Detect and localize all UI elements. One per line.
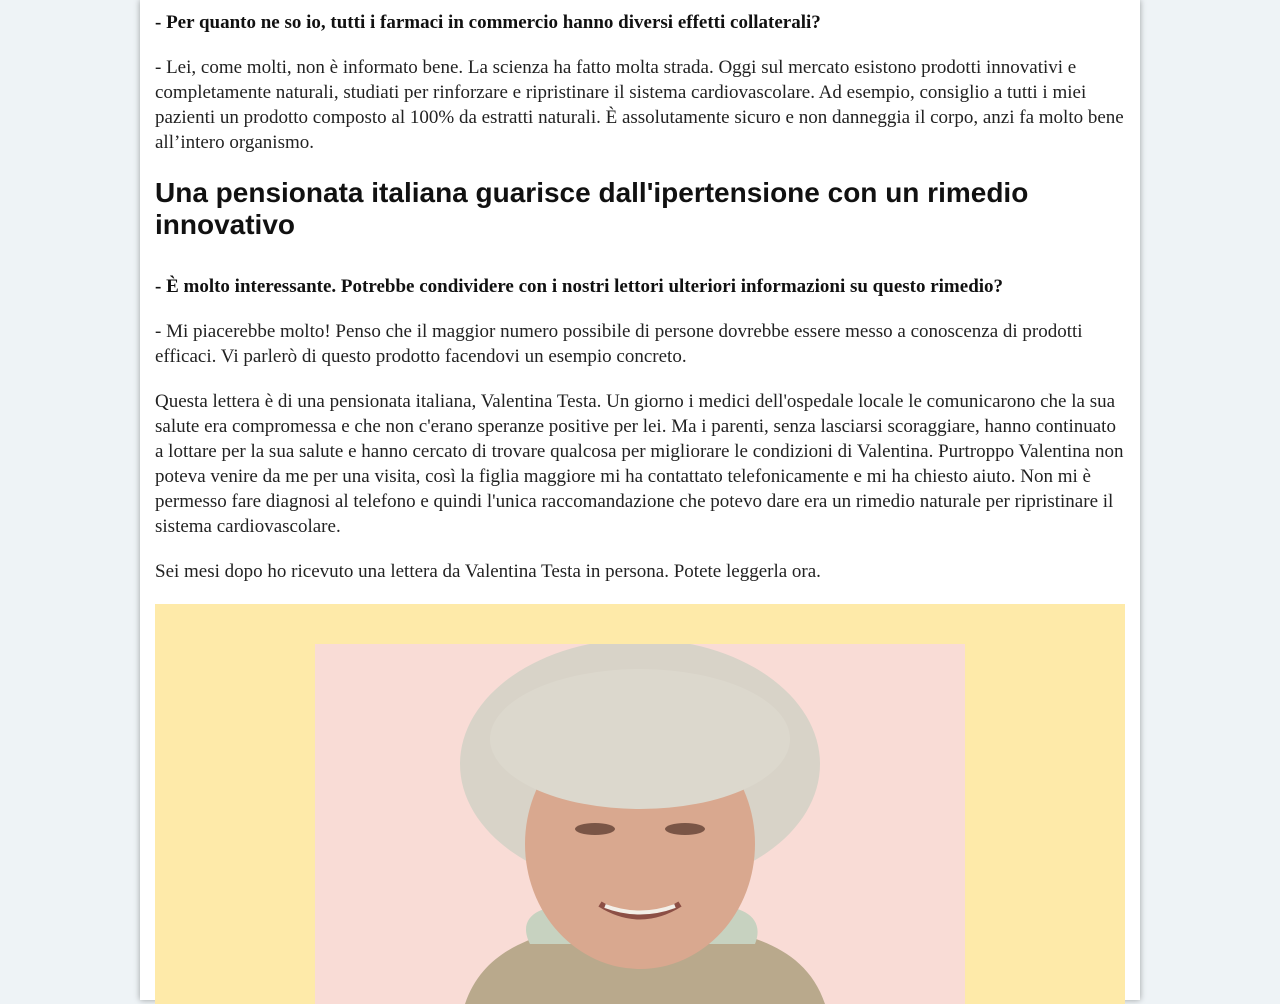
answer-2: - Mi piacerebbe molto! Penso che il maggior numero possibile di persone dovrebbe essere messo a conoscenza di prodotti efficaci. Vi parlerò di questo prodotto facendovi un esempio concreto.	[155, 321, 1083, 367]
article-content	[140, 0, 1140, 1004]
paragraph-letter-intro: Sei mesi dopo ho ricevuto una lettera da Valentina Testa in persona. Potete leggerla ora.	[155, 561, 821, 582]
paragraph-letter-story: Questa lettera è di una pensionata italiana, Valentina Testa. Un giorno i medici dell'ospedale locale le comunicarono che la sua salute era compromessa e che non c'erano speranze positive per lei. Ma i parenti, senza lasciarsi scoraggiare, hanno continuato a lottare per la sua salute e hanno cercato di trovare qualcosa per migliorare le condizioni di Valentina. Purtroppo Valentina non poteva venire da me per una visita, così la figlia maggiore mi ha contattato telefonicamente e mi ha chiesto aiuto. Non mi è permesso fare diagnosi al telefono e quindi l'unica raccomandazione che potevo dare era un rimedio naturale per ripristinare il sistema cardiovascolare.	[155, 391, 1124, 537]
elderly-woman-portrait-image	[315, 644, 965, 1004]
portrait-photo	[315, 644, 965, 1004]
section-heading: Una pensionata italiana guarisce dall'ipertensione con un rimedio innovativo	[155, 177, 1029, 240]
answer-1: - Lei, come molti, non è informato bene. La scienza ha fatto molta strada. Oggi sul mercato esistono prodotti innovativi e completamente naturali, studiati per rinforzare e ripristinare il sistema cardiovascolare. Ad esempio, consiglio a tutti i miei pazienti un prodotto composto al 100% da estratti naturali. È assolutamente sicuro e non danneggia il corpo, anzi fa molto bene all’intero organismo.	[155, 57, 1124, 153]
letter-box	[155, 604, 1125, 1004]
question-1: - Per quanto ne so io, tutti i farmaci in commercio hanno diversi effetti collaterali?	[155, 12, 821, 33]
article-page	[140, 0, 1140, 1000]
question-2: - È molto interessante. Potrebbe condividere con i nostri lettori ulteriori informazioni su questo rimedio?	[155, 276, 1004, 297]
